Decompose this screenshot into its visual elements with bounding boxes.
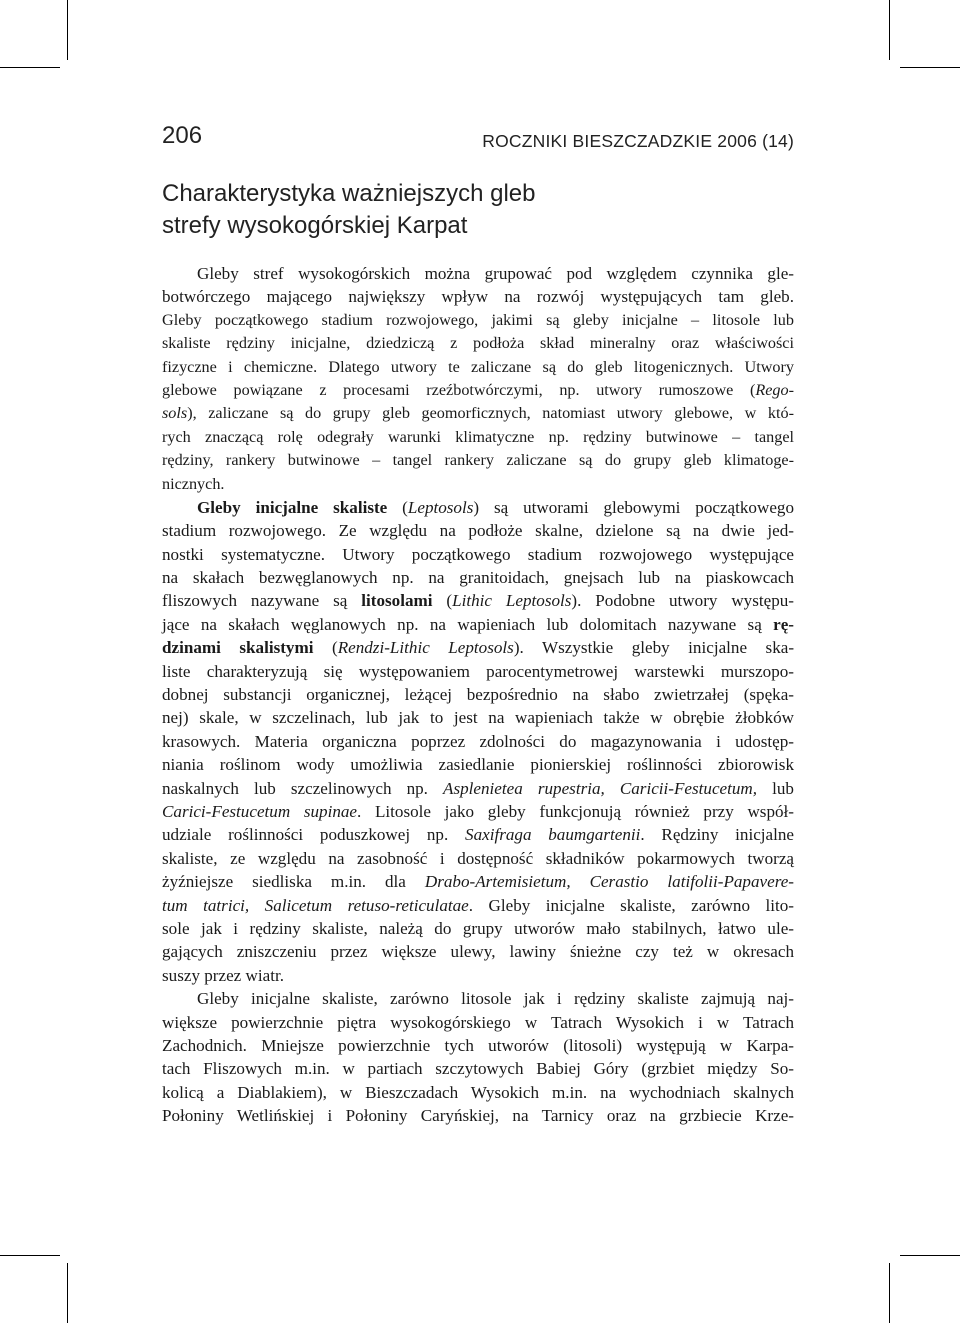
italic-text: tum tatrici, Salicetum retuso-reticulatae: [162, 895, 469, 915]
text-line: [162, 449, 794, 472]
crop-mark-top-right: [889, 0, 890, 60]
text-segment: naskalnych lub szczelinowych np.: [162, 778, 444, 798]
italic-text: Asplenietea rupestria, Caricii-Festucetum,: [443, 778, 758, 798]
italic-text: Drabo-Artemisietum, Cerastio latifolii-Papavere-: [424, 872, 794, 892]
italic-text: Lithic Leptosols: [452, 591, 572, 611]
text-segment: nostki systematyczne. Utwory początkowego stadium rozwojowego występujące: [162, 544, 794, 564]
text-line: [162, 987, 794, 1010]
text-segment: jące na skałach węglanowych np. na wapieniach lub dolomitach nazywane są: [162, 614, 774, 634]
text-segment: sole jak i rędziny skaliste, należą do grupy utworów mało stabilnych, łatwo ule-: [162, 918, 794, 938]
text-line: [162, 1057, 794, 1080]
text-segment: Gleby stref wysokogórskich można grupować pod względem czynnika gle-: [197, 264, 794, 283]
text-segment: . Gleby inicjalne skaliste, zarówno lito-: [468, 895, 794, 915]
text-line: [162, 683, 794, 706]
crop-mark-bottom-right-h: [900, 1255, 960, 1256]
text-segment: suszy przez wiatr.: [162, 965, 284, 985]
text-segment: rędziny, rankery butwinowe – tangel rankery zaliczane są do grupy gleb klimatoge-: [162, 451, 794, 470]
text-line: [162, 1104, 794, 1127]
text-line: [162, 402, 794, 425]
text-segment: krasowych. Materia organiczna poprzez zdolności do magazynowania i udostęp-: [162, 731, 794, 751]
italic-text: Rendzi-Lithic Leptosols: [337, 638, 514, 658]
text-segment: Zachodnich. Mniejsze powierzchnie tych utworów (litosoli) występują w Karpa-: [162, 1035, 794, 1055]
body-text: [162, 262, 794, 1127]
crop-mark-bottom-left: [67, 1263, 68, 1323]
bold-text: rę-: [773, 614, 794, 634]
text-segment: ). Podobne utwory występu-: [571, 591, 794, 611]
text-segment: ) są utworami glebowymi początkowego: [473, 497, 794, 517]
italic-text: Carici-Festucetum supinae: [162, 801, 358, 821]
text-line: [162, 777, 794, 800]
text-line: [162, 964, 794, 987]
text-segment: (: [313, 638, 338, 658]
text-segment: ). Wszystkie gleby inicjalne ska-: [513, 638, 795, 658]
text-segment: lub: [757, 778, 794, 798]
text-segment: tach Fliszowych m.in. w partiach szczytowych Babiej Góry (grzbiet między So-: [162, 1059, 794, 1079]
crop-mark-top-right-h: [900, 67, 960, 68]
section-title: [162, 178, 802, 242]
text-line: [162, 473, 794, 496]
text-segment: glebowe powiązane z procesami rzeźbotwórczymi, np. utwory rumoszowe (: [162, 380, 756, 399]
text-line: [162, 753, 794, 776]
running-header: ROCZNIKI BIESZCZADZKIE 2006 (14): [482, 131, 794, 151]
text-line: [162, 285, 794, 308]
text-line: [162, 613, 794, 636]
text-segment: gających zniszczeniu przez większe ulewy, lawiny śnieżne czy też w okresach: [162, 942, 794, 962]
text-line: [162, 917, 794, 940]
text-segment: ), zaliczane są do grupy gleb geomorficznych, natomiast utwory glebowe, w któ-: [187, 404, 794, 423]
text-line: [162, 519, 794, 542]
text-line: [162, 356, 794, 379]
text-line: [162, 309, 794, 332]
text-segment: żyźniejsze siedliska m.in. dla: [162, 872, 425, 892]
text-line: [162, 940, 794, 963]
crop-mark-top-left-h: [0, 67, 60, 68]
text-segment: kolicą a Diablakiem), w Bieszczadach Wysokich m.in. na wychodniach skalnych: [162, 1082, 794, 1102]
text-segment: rych znaczącą rolę odegrały warunki klimatyczne np. rędziny butwinowe – tangel: [162, 427, 794, 446]
text-line: [162, 262, 794, 285]
text-line: [162, 589, 794, 612]
text-segment: nej) skale, w szczelinach, lub jak to jest na wapieniach także w obrębie żłobków: [162, 708, 794, 728]
text-line: [162, 847, 794, 870]
text-line: [162, 332, 794, 355]
text-segment: . Rędziny inicjalne: [640, 825, 794, 845]
section-title-line: strefy wysokogórskiej Karpat: [162, 212, 468, 239]
text-segment: fizyczne i chemiczne. Dlatego utwory te zaliczane są do gleb litogenicznych. Utwory: [162, 357, 794, 376]
text-segment: . Litosole jako gleby funkcjonują również przy współ-: [357, 801, 794, 821]
text-line: [162, 496, 794, 519]
text-line: [162, 800, 794, 823]
text-segment: na skałach bezwęglanowych np. na granitoidach, gnejsach lub na piaskowcach: [162, 568, 794, 588]
crop-mark-bottom-right: [889, 1263, 890, 1323]
text-segment: Gleby inicjalne skaliste, zarówno litosole jak i rędziny skaliste zajmują naj-: [197, 989, 794, 1009]
text-line: [162, 1081, 794, 1104]
italic-text: Saxifraga baumgartenii: [465, 825, 641, 845]
text-segment: Połoniny Wetlińskiej i Połoniny Caryńskiej, na Tarnicy oraz na grzbiecie Krze-: [162, 1106, 794, 1126]
bold-text: Gleby inicjalne skaliste: [197, 497, 388, 517]
crop-mark-top-left: [67, 0, 68, 60]
text-line: [162, 566, 794, 589]
text-segment: fliszowych nazywane są: [162, 591, 362, 611]
text-segment: skaliste, ze względu na zasobność i dostępność składników pokarmowych tworzą: [162, 848, 794, 868]
section-title-line: Charakterystyka ważniejszych gleb: [162, 180, 536, 207]
text-segment: botwórczego mającego największy wpływ na rozwój występujących tam gleb.: [162, 287, 794, 307]
text-segment: skaliste rędziny inicjalne, dziedziczą z podłoża skład mineralny oraz właściwości: [162, 334, 794, 353]
bold-text: litosolami: [361, 591, 433, 611]
text-segment: nicznych.: [162, 474, 225, 493]
text-segment: (: [432, 591, 453, 611]
text-segment: stadium rozwojowego. Ze względu na podłoże skalne, dzielone są na dwie jed-: [162, 521, 794, 541]
text-line: [162, 706, 794, 729]
text-segment: większe powierzchnie piętra wysokogórskiego w Tatrach Wysokich i w Tatrach: [162, 1012, 794, 1032]
text-line: [162, 543, 794, 566]
crop-mark-bottom-left-h: [0, 1255, 60, 1256]
text-line: [162, 660, 794, 683]
italic-text: Rego-: [755, 380, 794, 399]
text-line: [162, 1034, 794, 1057]
text-segment: dobnej substancji organicznej, leżącej bezpośrednio na słabo zwietrzałej (spęka-: [162, 685, 794, 705]
text-line: [162, 894, 794, 917]
text-segment: liste charakteryzują się występowaniem parocentymetrowej warstewki murszopo-: [162, 661, 794, 681]
text-segment: Gleby początkowego stadium rozwojowego, jakimi są gleby inicjalne – litosole lub: [162, 310, 794, 329]
text-segment: niania roślinom wody umożliwia zasiedlanie pionierskiej roślinności zbiorowisk: [162, 755, 794, 775]
text-line: [162, 379, 794, 402]
text-line: [162, 636, 794, 659]
text-line: [162, 426, 794, 449]
text-line: [162, 1011, 794, 1034]
text-line: [162, 870, 794, 893]
text-segment: (: [387, 497, 408, 517]
text-segment: udziale roślinności poduszkowej np.: [162, 825, 466, 845]
text-line: [162, 823, 794, 846]
italic-text: Leptosols: [407, 497, 474, 517]
text-line: [162, 730, 794, 753]
page-number: 206: [162, 122, 203, 149]
italic-text: sols: [162, 404, 188, 423]
bold-text: dzinami skalistymi: [162, 638, 314, 658]
